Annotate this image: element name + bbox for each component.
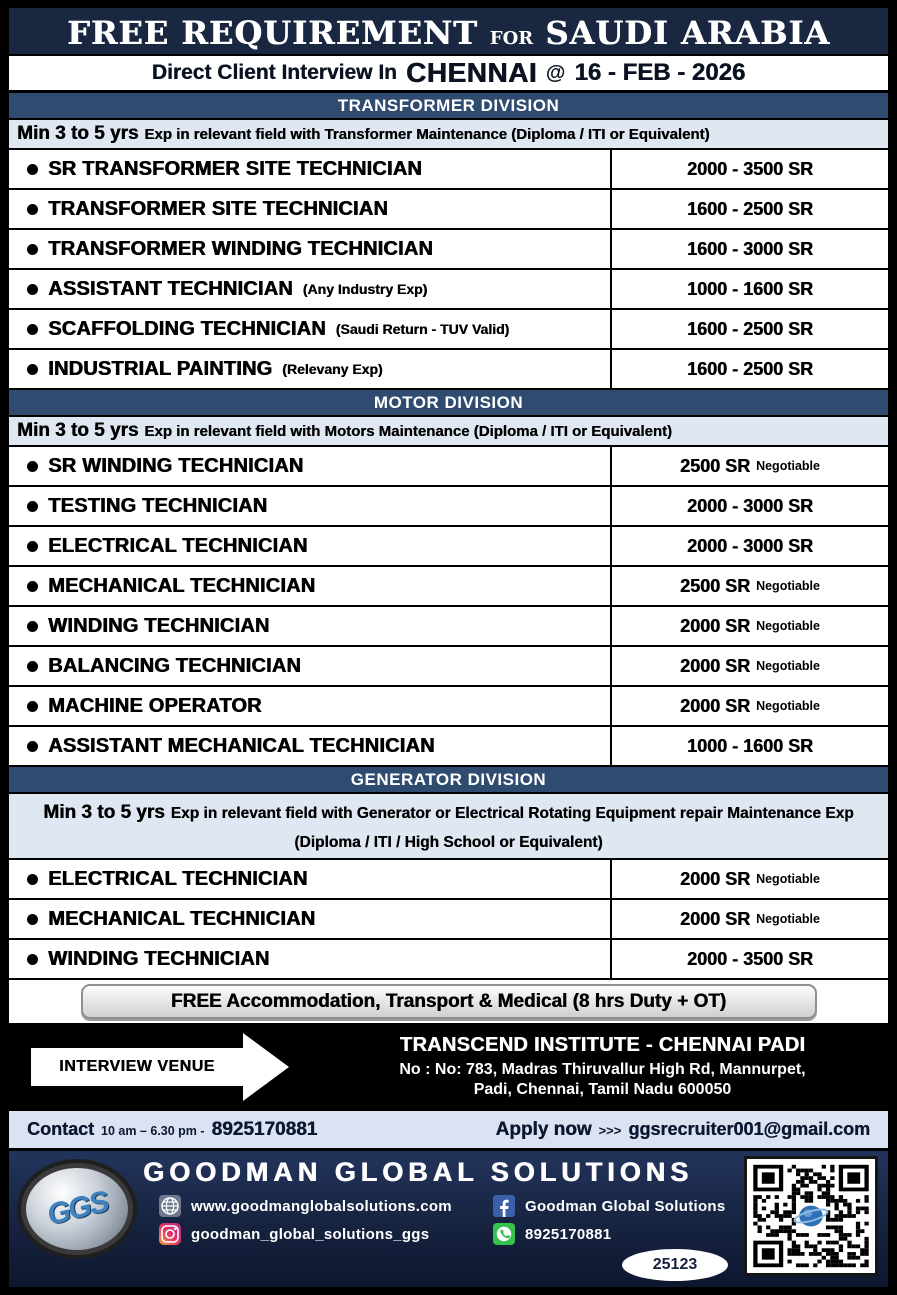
job-title-cell	[9, 270, 610, 308]
job-row	[9, 900, 888, 940]
negotiable-label: Negotiable	[756, 912, 820, 927]
salary-cell	[610, 270, 888, 308]
job-row	[9, 607, 888, 647]
salary-cell	[610, 940, 888, 978]
job-row	[9, 487, 888, 527]
salary-value: 1600 - 3000 SR	[686, 238, 814, 259]
job-row	[9, 190, 888, 230]
whatsapp-row	[493, 1223, 723, 1245]
salary-value: 1600 - 2500 SR	[686, 318, 814, 339]
job-row	[9, 447, 888, 487]
job-title: WINDING TECHNICIAN	[48, 947, 270, 970]
contact-bar	[9, 1111, 888, 1151]
job-title-cell	[9, 900, 610, 938]
salary-cell	[610, 567, 888, 605]
salary-value: 2000 - 3500 SR	[686, 158, 814, 179]
salary-cell	[610, 350, 888, 388]
salary-value: 2500 SR	[680, 455, 751, 476]
bullet-icon	[27, 501, 38, 512]
benefits-strip	[9, 980, 888, 1023]
company-footer	[9, 1151, 888, 1287]
bullet-icon	[27, 954, 38, 965]
requirement-detail	[17, 796, 880, 856]
bullet-icon	[27, 741, 38, 752]
job-note: (Any Industry Exp)	[302, 281, 428, 297]
venue-institute: TRANSCEND INSTITUTE - CHENNAI PADI	[399, 1033, 806, 1056]
salary-cell	[610, 607, 888, 645]
interview-venue-section	[9, 1023, 888, 1111]
division-title: GENERATOR DIVISION	[350, 769, 547, 789]
job-row	[9, 527, 888, 567]
company-name: GOODMAN GLOBAL SOLUTIONS	[143, 1157, 693, 1188]
job-title-cell	[9, 687, 610, 725]
job-title: ELECTRICAL TECHNICIAN	[48, 867, 308, 890]
division-header-transformer	[9, 93, 888, 120]
requirement-years: Min 3 to 5 yrs	[17, 420, 139, 441]
at-symbol: @	[545, 61, 566, 84]
website-url: www.goodmanglobalsolutions.com	[191, 1197, 452, 1215]
whatsapp-icon	[493, 1223, 515, 1245]
venue-details	[331, 1034, 888, 1102]
bullet-icon	[27, 661, 38, 672]
job-title-cell	[9, 567, 610, 605]
job-title-cell	[9, 190, 610, 228]
bullet-icon	[27, 284, 38, 295]
bullet-icon	[27, 541, 38, 552]
salary-value: 1600 - 2500 SR	[686, 198, 814, 219]
job-title: INDUSTRIAL PAINTING	[48, 357, 273, 380]
job-title-cell	[9, 350, 610, 388]
job-title: TESTING TECHNICIAN	[48, 494, 268, 517]
negotiable-label: Negotiable	[756, 659, 820, 673]
whatsapp-number: 8925170881	[525, 1225, 612, 1243]
venue-address	[331, 1060, 874, 1102]
salary-cell	[610, 190, 888, 228]
apply-info	[496, 1119, 871, 1141]
salary-cell	[610, 527, 888, 565]
company-logo	[17, 1159, 137, 1259]
interview-venue-label: INTERVIEW VENUE	[31, 1048, 243, 1086]
title-for: FOR	[489, 28, 534, 49]
apply-email: ggsrecruiter001@gmail.com	[628, 1118, 870, 1139]
contact-hours: 10 am – 6.30 pm -	[101, 1123, 205, 1138]
negotiable-label: Negotiable	[756, 699, 820, 713]
bullet-icon	[27, 621, 38, 632]
salary-value: 2000 - 3500 SR	[686, 948, 814, 969]
job-title-cell	[9, 527, 610, 565]
requirement-detail: Exp in relevant field with Motors Maintenance (Diploma / ITI or Equivalent)	[144, 422, 672, 440]
bullet-icon	[27, 581, 38, 592]
contact-phone: 8925170881	[211, 1118, 318, 1140]
job-title-cell	[9, 860, 610, 898]
contact-label: Contact	[27, 1118, 94, 1139]
salary-cell	[610, 727, 888, 765]
job-note: (Relevany Exp)	[282, 361, 383, 377]
job-title: ASSISTANT MECHANICAL TECHNICIAN	[48, 734, 435, 757]
division-header-generator	[9, 767, 888, 794]
salary-value: 2000 SR	[680, 695, 751, 716]
salary-value: 2000 SR	[680, 655, 751, 676]
job-row	[9, 647, 888, 687]
job-title-cell	[9, 727, 610, 765]
job-title-cell	[9, 607, 610, 645]
salary-cell	[610, 860, 888, 898]
instagram-handle: goodman_global_solutions_ggs	[191, 1225, 430, 1243]
job-title-cell	[9, 310, 610, 348]
salary-value: 2000 - 3000 SR	[686, 535, 814, 556]
instagram-row	[159, 1223, 489, 1245]
bullet-icon	[27, 874, 38, 885]
requirement-years: Min 3 to 5 yrs	[43, 802, 165, 823]
job-title: ELECTRICAL TECHNICIAN	[48, 534, 308, 557]
bullet-icon	[27, 701, 38, 712]
bullet-icon	[27, 204, 38, 215]
bullet-icon	[27, 364, 38, 375]
interview-venue-callout	[31, 1033, 331, 1101]
website-row	[159, 1195, 489, 1217]
job-row	[9, 350, 888, 390]
interview-date: 16 - FEB - 2026	[574, 59, 746, 86]
salary-value: 2000 SR	[680, 615, 751, 636]
qr-code	[744, 1156, 878, 1276]
subtitle-prefix: Direct Client Interview In	[151, 61, 397, 84]
venue-address-line2: Padi, Chennai, Tamil Nadu 600050	[473, 1081, 732, 1099]
job-title-cell	[9, 150, 610, 188]
globe-logo-icon	[26, 1168, 128, 1250]
facebook-name: Goodman Global Solutions	[525, 1197, 726, 1215]
job-title-cell	[9, 487, 610, 525]
website-globe-icon	[159, 1195, 181, 1217]
logo-initials: GGS	[43, 1185, 111, 1233]
job-row	[9, 940, 888, 980]
facebook-icon	[493, 1195, 515, 1217]
requirement-detail: Exp in relevant field with Transformer Maintenance (Diploma / ITI or Equivalent)	[144, 125, 710, 143]
requirement-bar-motor	[9, 417, 888, 447]
salary-value: 2000 SR	[680, 868, 751, 889]
chevron-right-icon: >>>	[598, 1122, 622, 1138]
job-title-cell	[9, 647, 610, 685]
apply-label: Apply now	[495, 1118, 592, 1140]
salary-value: 2000 SR	[680, 908, 751, 929]
salary-cell	[610, 647, 888, 685]
requirement-years: Min 3 to 5 yrs	[17, 123, 139, 144]
job-note: (Saudi Return - TUV Valid)	[335, 321, 510, 337]
bullet-icon	[27, 461, 38, 472]
job-title: TRANSFORMER WINDING TECHNICIAN	[48, 237, 433, 260]
requirement-detail-text: Exp in relevant field with Generator or Electrical Rotating Equipment repair Maintenance Exp (Diploma / ITI / High School or Equivalent)	[170, 805, 854, 852]
job-title: SR TRANSFORMER SITE TECHNICIAN	[48, 157, 422, 180]
job-row	[9, 687, 888, 727]
job-row	[9, 567, 888, 607]
negotiable-label: Negotiable	[756, 619, 820, 633]
job-row	[9, 860, 888, 900]
negotiable-label: Negotiable	[756, 872, 820, 887]
contact-info	[27, 1119, 317, 1141]
job-row	[9, 230, 888, 270]
job-row	[9, 727, 888, 767]
job-row	[9, 310, 888, 350]
salary-cell	[610, 230, 888, 268]
salary-value: 1000 - 1600 SR	[686, 735, 814, 756]
poster-title-bar	[9, 8, 888, 56]
salary-cell	[610, 487, 888, 525]
requirement-bar-transformer	[9, 120, 888, 150]
salary-value: 2000 - 3000 SR	[686, 495, 814, 516]
job-title: ASSISTANT TECHNICIAN	[48, 277, 293, 300]
bullet-icon	[27, 244, 38, 255]
job-title: MECHANICAL TECHNICIAN	[48, 907, 316, 930]
salary-value: 2500 SR	[680, 575, 751, 596]
negotiable-label: Negotiable	[756, 579, 820, 593]
salary-value: 1000 - 1600 SR	[686, 278, 814, 299]
job-title: BALANCING TECHNICIAN	[48, 654, 301, 677]
job-title-cell	[9, 230, 610, 268]
salary-cell	[610, 150, 888, 188]
division-title: TRANSFORMER DIVISION	[337, 95, 560, 115]
job-title: TRANSFORMER SITE TECHNICIAN	[48, 197, 388, 220]
job-row	[9, 150, 888, 190]
instagram-icon	[159, 1223, 181, 1245]
job-title: SCAFFOLDING TECHNICIAN	[48, 317, 326, 340]
licence-badge: 25123	[622, 1249, 728, 1281]
job-title-cell	[9, 447, 610, 485]
bullet-icon	[27, 324, 38, 335]
salary-cell	[610, 447, 888, 485]
bullet-icon	[27, 164, 38, 175]
requirement-bar-generator	[9, 794, 888, 860]
title-main: FREE REQUIREMENT	[66, 14, 478, 52]
job-title: SR WINDING TECHNICIAN	[48, 454, 304, 477]
benefits-pill: FREE Accommodation, Transport & Medical (8 hrs Duty + OT)	[81, 984, 817, 1019]
salary-cell	[610, 900, 888, 938]
salary-cell	[610, 687, 888, 725]
arrow-right-icon	[243, 1033, 289, 1101]
division-title: MOTOR DIVISION	[373, 392, 524, 412]
qr-pattern	[749, 1161, 873, 1271]
job-title: WINDING TECHNICIAN	[48, 614, 270, 637]
interview-city: CHENNAI	[405, 57, 537, 88]
title-region: SAUDI ARABIA	[545, 14, 831, 52]
division-header-motor	[9, 390, 888, 417]
negotiable-label: Negotiable	[756, 459, 820, 473]
salary-cell	[610, 310, 888, 348]
facebook-row	[493, 1195, 726, 1217]
job-title: MECHANICAL TECHNICIAN	[48, 574, 316, 597]
job-row	[9, 270, 888, 310]
social-links	[159, 1195, 726, 1245]
job-title: MACHINE OPERATOR	[48, 694, 262, 717]
interview-subtitle-bar	[9, 56, 888, 93]
venue-address-line1: No : No: 783, Madras Thiruvallur High Rd, Mannurpet,	[399, 1060, 806, 1078]
job-title-cell	[9, 940, 610, 978]
bullet-icon	[27, 914, 38, 925]
salary-value: 1600 - 2500 SR	[686, 358, 814, 379]
